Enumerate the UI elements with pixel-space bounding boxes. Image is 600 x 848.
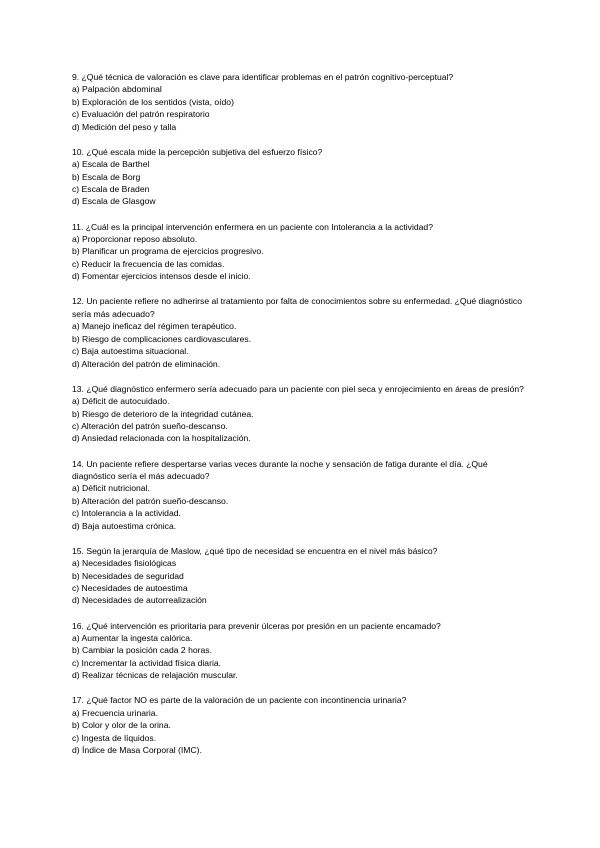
option-d: d) Baja autoestima crónica. (72, 520, 177, 531)
option-c: c) Alteración del patrón sueño-descanso. (72, 420, 228, 431)
option-d: d) Fomentar ejercicios intensos desde el inicio. (72, 271, 251, 282)
option-b: b) Exploración de los sentidos (vista, oído) (72, 96, 234, 107)
option-c: c) Ingesta de líquidos. (72, 732, 157, 743)
question-stem: 16. ¿Qué intervención es prioritaria para prevenir úlceras por presión en un paciente encamado? (72, 620, 441, 631)
question-15 (72, 545, 532, 607)
option-a: a) Proporcionar reposo absoluto. (72, 234, 198, 245)
option-c: c) Incrementar la actividad física diaria. (72, 657, 222, 668)
question-11 (72, 221, 532, 283)
question-16 (72, 620, 532, 682)
option-c: c) Baja autoestima situacional. (72, 346, 189, 357)
question-stem: 10. ¿Qué escala mide la percepción subjetiva del esfuerzo físico? (72, 146, 323, 157)
option-b: b) Color y olor de la orina. (72, 720, 171, 731)
option-b: b) Alteración del patrón sueño-descanso. (72, 495, 229, 506)
option-b: b) Riesgo de deterioro de la integridad cutánea. (72, 408, 254, 419)
question-12 (72, 295, 532, 369)
option-b: b) Riesgo de complicaciones cardiovasculares. (72, 333, 252, 344)
question-stem: 11. ¿Cuál es la principal intervención enfermera en un paciente con Intolerancia a la actividad? (72, 221, 433, 232)
question-stem: 17. ¿Qué factor NO es parte de la valoración de un paciente con incontinencia urinaria? (72, 695, 407, 706)
option-b: b) Planificar un programa de ejercicios progresivo. (72, 246, 264, 257)
question-stem: 14. Un paciente refiere despertarse varias veces durante la noche y sensación de fatiga durante el día. ¿Qué diagnóstico sería el más adecuado? (72, 458, 488, 481)
option-c: c) Necesidades de autoestima (72, 583, 188, 593)
option-a: a) Palpación abdominal (72, 84, 162, 95)
option-b: b) Cambiar la posición cada 2 horas. (72, 645, 212, 656)
question-10 (72, 146, 532, 208)
question-13 (72, 383, 532, 445)
option-a: a) Frecuencia urinaria. (72, 707, 158, 718)
option-d: d) Medición del peso y talla (72, 121, 177, 132)
option-d: d) Índice de Masa Corporal (IMC). (72, 745, 202, 756)
question-stem: 12. Un paciente refiere no adherirse al tratamiento por falta de conocimientos sobre su enfermedad. ¿Qué diagnóstico sería más adecuado? (72, 296, 522, 319)
option-c: c) Escala de Braden (72, 184, 150, 195)
option-a: a) Déficit de autocuidado. (72, 396, 170, 407)
option-d: d) Realizar técnicas de relajación muscular. (72, 670, 238, 681)
option-c: c) Evaluación del patrón respiratorio (72, 109, 210, 120)
question-17 (72, 694, 532, 756)
option-d: d) Necesidades de autorrealización (72, 595, 207, 606)
question-14 (72, 458, 532, 532)
question-list (72, 71, 532, 769)
option-b: b) Necesidades de seguridad (72, 570, 184, 581)
option-c: c) Intolerancia a la actividad. (72, 508, 181, 519)
option-a: a) Necesidades fisiológicas (72, 558, 177, 569)
question-stem: 9. ¿Qué técnica de valoración es clave para identificar problemas en el patrón cognitivo-perceptual? (72, 72, 454, 82)
option-a: a) Manejo ineficaz del régimen terapéutico. (72, 321, 237, 332)
question-9 (72, 71, 532, 133)
option-b: b) Escala de Borg (72, 171, 141, 182)
question-stem: 13. ¿Qué diagnóstico enfermero sería adecuado para un paciente con piel seca y enrojecimiento en áreas de presión? (72, 383, 524, 394)
option-d: d) Escala de Glasgow (72, 196, 156, 207)
question-stem: 15. Según la jerarquía de Maslow, ¿qué tipo de necesidad se encuentra en el nivel más básico? (72, 545, 438, 556)
option-c: c) Reducir la frecuencia de las comidas. (72, 258, 225, 269)
option-a: a) Déficit nutricional. (72, 483, 150, 494)
option-d: d) Ansiedad relacionada con la hospitalización. (72, 433, 251, 444)
option-a: a) Aumentar la ingesta calórica. (72, 633, 193, 644)
option-a: a) Escala de Barthel (72, 159, 150, 170)
option-d: d) Alteración del patrón de eliminación. (72, 358, 221, 369)
